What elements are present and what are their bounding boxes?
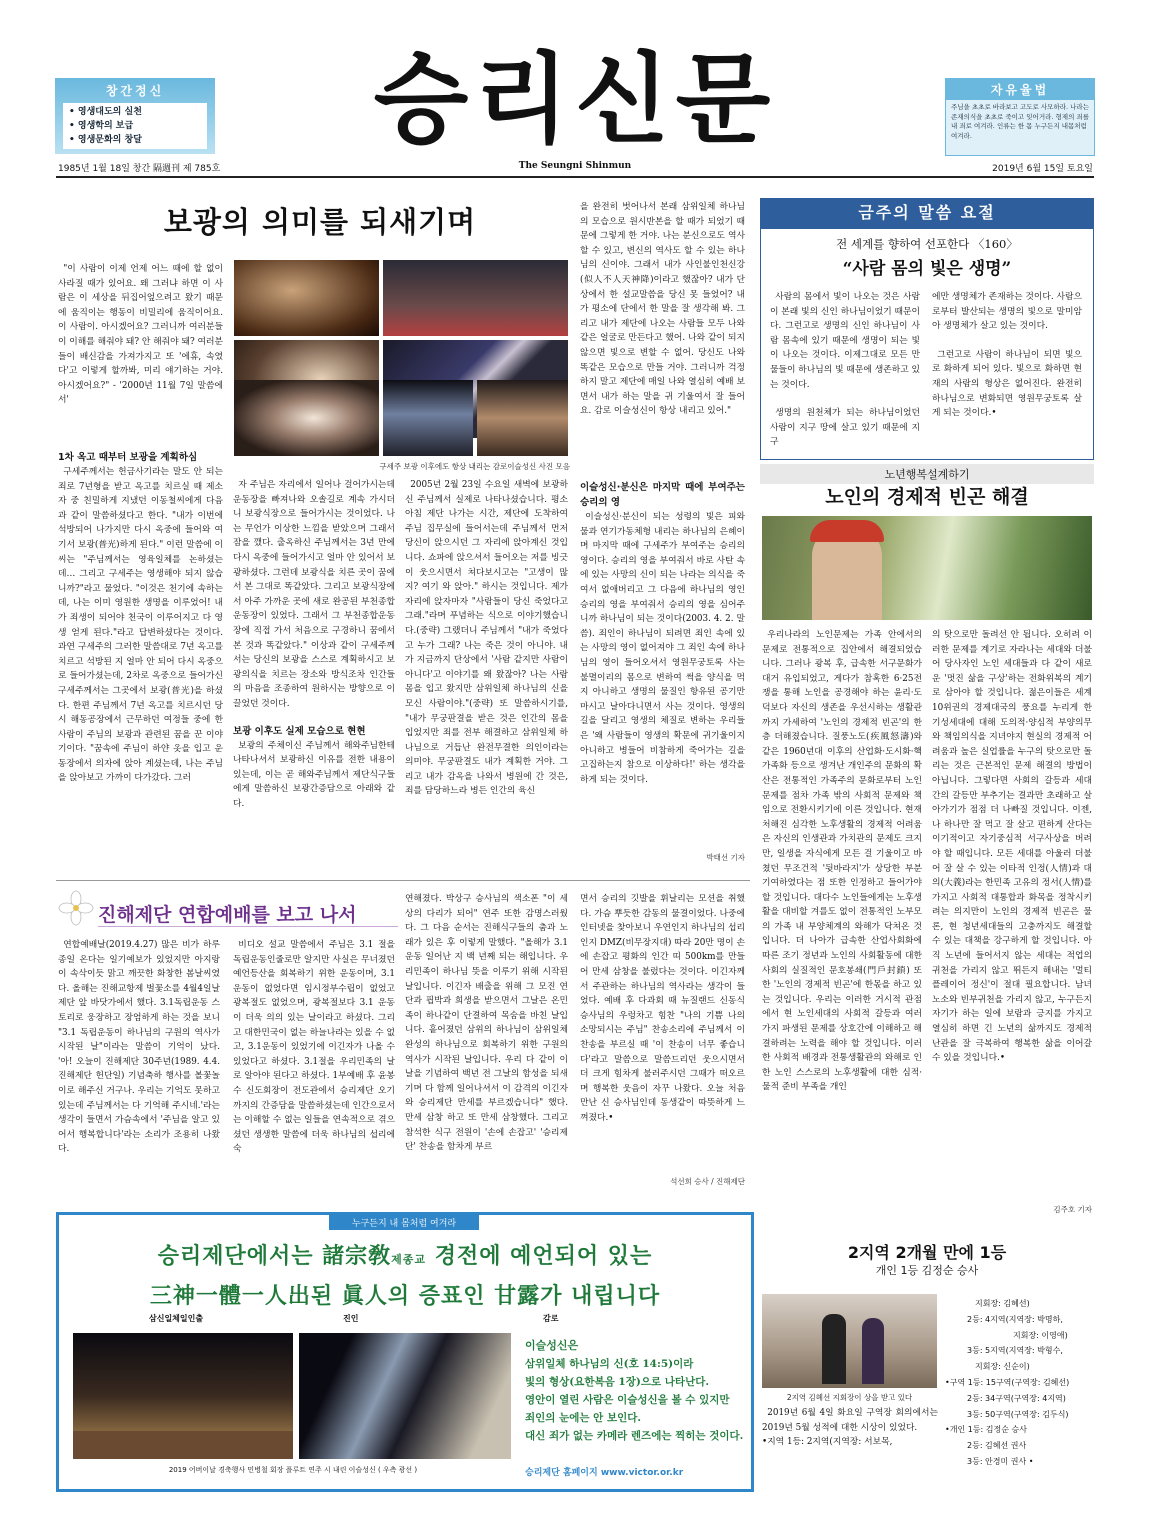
ranking-item: 2등: 김혜선 권사 (967, 1441, 1027, 1451)
founding-spirit-item: • 영생학의 보급 (69, 121, 134, 131)
banner-text-line: 죄인의 눈에는 안 보인다. (525, 1412, 642, 1424)
ranking-item: 2등: 34구역(구역장: 4지역) (967, 1393, 1066, 1403)
lead-divider (56, 880, 750, 881)
elderly-column-1: 우리나라의 노인문제는 가족 안에서의 문제로 전통적으로 집안에서 해결되었습니다. 그러나 광복 후, 급속한 서구문화가 대거 유입되었고, 게다가 참혹한 6·25전쟁을 통해 노인을 공경해야 하는 윤리·도덕보다 자신의 생존을 우선시하는 생활관까지 가세하여 '노인의 경제적 빈곤'의 한층 더해졌습니다. 질풍노도(疾風怒濤)와 같은 1960년대 이후의 산업화·도시화·핵가족화 등으로 생겨난 개인주의 문화의 확산은 전통적인 가족주의 문화로부터 노인문제를 점차 가족 밖의 사회적 문제와 책임으로 전환시키기에 이른 것입니다. 현재 처해진 심각한 노후생활의 경제적 어려움은 자신의 인생관과 가치관의 문제도 크지만, 일생을 자식에게 모든 걸 기울이고 바쳤던 무조건적 '뒷바라지'가 상당한 부분 기여하였다는 점 또한 인정하고 들어가야 할 것입니다. 대다수 노인들에게는 노후생활을 대비할 겨를도 없이 전통적인 노부모의 가족 내 부양체계의 와해가 닥쳐온 것입니다. 더 나아가 급속한 산업사회화에 따른 조기 정년과 노인의 사회활동에 대한 사회의 실질적인 문호봉쇄(門戶封鎖) 또한 '노인의 경제적 빈곤'에 한몫을 하고 있는 것입니다. 우리는 이러한 거시적 관점에서 현 노인세대의 사회적 갈등과 여러 가지 파생된 문제를 상호간에 이해하고 해결하려는 노력을 해야 할 것입니다. 이러한 사회적 배경과 전통생활관의 와해로 인한 노인 스스로의 노후생활에 대한 심적·물적 준비 부족을 개인 (762, 630, 922, 1093)
elderly-photo (762, 516, 1092, 620)
law-of-freedom-text: 주님을 초초로 바라보고 고도로 사모하라. 나라는 존재의식을 초초로 죽이고 잊어거라. 형제의 죄를 내 죄로 여겨라. 인류는 한 몸 누구든지 내몸처럼 여겨라. (951, 103, 1089, 140)
ranking-item: 3등: 안경미 권사 • (967, 1456, 1034, 1466)
sermon-banner: 금주의 말씀 요절 (760, 198, 1094, 228)
collage-caption: 구세주 보광 이후에도 항상 내리는 감로이슬성신 사진 모음 (379, 462, 570, 471)
gloss-1: 삼신일체일인출 (149, 1314, 204, 1323)
issue-date: 2019년 6월 15일 토요일 (992, 164, 1093, 174)
banner-ad (56, 1212, 754, 1492)
banner-tag: 누구든지 내 몸처럼 여겨라 (329, 1215, 479, 1230)
masthead-title: 승리신문 (373, 43, 777, 157)
achievement-list (945, 1296, 1095, 1486)
lead-column-4: 이슬성신·분신은 마지막 때에 부여주는 승리의 영 이슬성신·분신이 되는 성령의 빛은 피와 물과 연기가동체형 내리는 하나님의 은혜이며 마지막 때에 구세주가 부여주는 승리의 영이다. 승리의 영을 부여줘서 바로 사탄 속에 있는 사망의 신이 되는 나라는 의식을 죽여서 없애버리고 그 다음에 하나님의 영인 승리의 영을 부여줘서 승리의 영을 심어주니까 하나님이 되는 것이다(2003. 4. 2. 말씀). 죄인이 하나님이 되려면 죄인 속에 있는 사망의 영이 없어져야 그 죄인 속에 하나님의 영이 들어오셔서 영원무궁토록 사는 불멸이리의 몸으로 변하여 썩을 양식을 먹지 아니하고 생명의 물질인 항유된 공기만 마시고 날아다니면서 사는 것이다. 영생의 길을 달리고 영생의 체질로 변하는 우리들은 '왜 사람들이 영생의 확문에 귀기울이지 아니하고 병들어 비참하게 죽어가는 길을 고집하는지 참으로 이상하다!' 하는 생각을 하게 되는 것이다. (580, 482, 745, 785)
ranking-item: 지회장: 신순이) (975, 1362, 1030, 1372)
lead-column-4-top: 을 완전히 벗어나서 본래 삼위일체 하나님의 모습으로 원시반본을 할 때가 되었기 때문에 그렇게 한 거야. 나는 분신으로도 역사할 수 있고, 변신의 역사도 할 수 있는 하나님의 신이야. 그래서 내가 사인불인천신강(似人不人天神降)이라고 했잖아? 내가 단상에서 한 설교말씀을 당신 못 들었어? 내가 평소에 단에서 한 말을 잘 생각해 봐. 그리고 내가 제단에 나오는 사람들 모두 나와 같은 얼굴로 만든다고 했어. 나와 같이 되지 않으면 빛으로 변할 수 없어. 당신도 나와 똑같은 모습으로 만들 거야. 그러니까 걱정하지 말고 제단에 매일 나와 열심히 예배 보면서 내가 하는 말을 귀 기울여서 잘 들어요. 감로 이슬성신이 항상 내리고 있어." (580, 202, 745, 417)
ranking-item: •개인 1등: 김정순 승사 (945, 1425, 1027, 1435)
memorial-byline: 석선희 승사 / 진해제단 (670, 1177, 745, 1186)
elderly-series: 노년행복설계하기 (760, 464, 1094, 484)
law-of-freedom-box (945, 78, 1095, 156)
banner-caption-title: 이슬성신은 (525, 1339, 579, 1352)
banner-photo-left (73, 1333, 293, 1459)
subheading: 보광 이후도 실제 모습으로 현현 (233, 725, 366, 737)
elderly-headline: 노인의 경제적 빈곤 해결 (825, 486, 1029, 508)
banner-homepage-link[interactable]: 승리제단 홈페이지 www.victor.or.kr (525, 1468, 684, 1478)
english-title: The Seungni Shinmun (518, 161, 632, 171)
collage-photo (477, 380, 568, 456)
sermon-column-1: 사람의 몸에서 빛이 나오는 것은 사람이 본래 빛의 신인 하나님이었기 때문이다. 그런고로 생명의 신인 하나님이 사람 몸속에 있기 때문에 생명이 되는 빛이 나오는 것이다. 이제그대로 모든 만물들이 하나님의 빛 때문에 생존하고 있는 것이다. 생명의 원천체가 되는 하나님이었던 사람이 지구 땅에 살고 있기 때문에 지구 (770, 292, 920, 448)
award-photo (762, 1294, 937, 1388)
founding-spirit-box (55, 78, 215, 154)
memorial-headline: 진해제단 연합예배를 보고 나서 (98, 904, 357, 926)
collage-photo (234, 260, 379, 336)
issue-info: 1985년 1월 18일 창간 隔週刊 제 785호 (58, 164, 221, 174)
subheading: 이슬성신·분신은 마지막 때에 부여주는 승리의 영 (580, 482, 745, 508)
sermon-headline: “사람 몸의 빛은 생명” (842, 259, 1012, 279)
law-of-freedom-title: 자유율법 (946, 79, 1094, 100)
ranking-item: 지회장: 이영애) (1013, 1330, 1068, 1340)
red-hat (810, 520, 884, 542)
gloss-2: 진인 (343, 1314, 359, 1323)
stage-floor (73, 1431, 293, 1459)
lead-column-1: 1차 옥고 때부터 보광을 계획하심 구세주께서는 헌금사기라는 말도 안 되는 죄로 7년형을 받고 옥고를 치르실 때 제소자 중 친밀하게 지냈던 이동철씨에게 다음과 같이 말씀하셨다고 한다. "내가 이번에 석방되어 나가지만 다시 옥중에 들어와 여기서 보광(普光)하게 된다." 이런 말씀에 이 씨는 "주님께서는 영육일체를 논하셨는데… 그리고 구세주는 영생해야 되지 않습니까?"라고 물었다. "이것은 천기에 속하는데, 나는 이미 영원한 생명을 이루었어! 내가 죄생이 되어야 천국이 이루어지고 다 영생 얻게 된다."라고 답변하셨다는 것이다. 과연 구세주의 그러한 말씀대로 7년 옥고를 치르고 석방된 지 얼마 안 되어 다시 옥중으로 들어가셨는데, 2차로 옥중으로 들어가신 구세주께서는 그곳에서 보광(普光)을 하셨다. 한편 주님께서 7년 옥고를 치르시던 당시 해동공장에서 근무하던 여정들 중에 한 사람이 주님의 보광과 관련된 꿈을 꾼 이야기이다. "꿈속에 주님이 하얀 옷을 입고 운동장에서 의자에 앉아 계셨는데, 나는 주님을 앉아보고 가까이 다가갔다. 그러 (58, 452, 223, 784)
ranking-item: 2등: 4지역(지역장: 박명하, (967, 1314, 1063, 1324)
sermon-subtitle: 전 세계를 향하여 선포한다 〈160〉 (836, 237, 1018, 251)
collage-photo (383, 380, 473, 456)
gloss-3: 감로 (543, 1314, 559, 1323)
collage-photo (234, 380, 379, 456)
founding-spirit-item: • 영생대도의 실천 (69, 107, 142, 117)
elderly-byline: 김주호 기자 (1053, 1205, 1092, 1214)
collage-photo (383, 260, 568, 336)
elderly-column-2: 의 탓으로만 돌려선 안 됩니다. 오히려 이러한 문제를 계기로 자라나는 세대와 더불어 당사자인 노인 세대들과 다 같이 새로운 '멋진 삶을 구상'하는 전화위복의 계기로 삼아야 할 것입니다. 젊은이들은 세계 10위권의 경제대국의 풍요를 누리게 한 기성세대에 대해 도의적·양심적 부양의무와 책임의식을 지녀야지 현실의 경제적 어려움과 높은 실업률을 누구의 탓으로만 돌리는 것은 근본적인 문제 해결의 방법이 아닙니다. 그렇다면 사회의 갈등과 세대 간의 갈등만 부추기는 결과만 초래하고 살아가기가 점점 더 나빠질 것입니다. 이젠, 나 하나만 잘 먹고 잘 살고 편하게 산다는 이기적이고 자기중심적 서구사상을 버려야 할 때입니다. 모든 세대를 아울러 더불어 잘 살 수 있는 이타적 인정(人情)과 대의(大義)라는 한민족 고유의 정서(人情)를 가지고 사회적 대통합과 화목을 정착시키려는 의지만이 노인의 경제적 빈곤은 물론, 현 청년세대들의 고충까지도 해결할 수 있는 대책을 강구하게 할 것입니다. 아직 노년에 들어서지 않는 세대는 적업의 귀천을 가리지 않고 뛰든지 해내는 '멀티 플레이어 정신'이 절대 필요합니다. 남녀노소와 빈부귀천을 가리지 않고, 누구든지 자기가 하는 일에 보람과 긍지를 가지고 열심히 하면 긴 노년의 삶까지도 경제적 난관을 잘 극복하여 행복한 삶을 이어갈 수 있을 것입니다.• (932, 630, 1092, 1064)
founding-spirit-title: 창간정신 (105, 84, 165, 98)
banner-line-2: 三神一體一人出된 眞人의 증표인 甘露가 내립니다 (149, 1283, 661, 1309)
memorial-column-2: 비디오 설교 말씀에서 주님은 3.1 절을 독립운동인줄로만 알지만 사실은 무너졌던 예언등산을 회복하기 위한 운동이며, 3.1운동이 없었다면 임시정부수립이 없었고 광복절도 없었으며, 광복절보다 3.1 운동이 더욱 의의 있는 날이라고 하셨다. 그리고 대한민국이 없는 하늘나라는 있을 수 없고, 3.1운동이 있었기에 이긴자가 나올 수 있었다고 하셨다. 3.1절을 우리민족의 날로 알아야 된다고 하셨다. 1부예배 후 윤봉수 신도회장이 전도관에서 승리제단 오기까지의 간증담을 말씀하셨는데 인간으로서는 이해할 수 없는 일들을 연속적으로 겪으셨던 생생한 말씀에 더욱 하나님의 섭리에 숙 (233, 940, 395, 1155)
ranking-item: 3등: 5지역(지역장: 박형수, (967, 1346, 1063, 1356)
flower-icon (58, 890, 94, 926)
lead-column-3: 2005년 2월 23일 수요일 새벽에 보광하신 주님께서 실제로 나타나셨습니다. 평소 아침 제단 나가는 시간, 제단에 도착하여 주님 집무실에 들어서는데 주님께서 먼저 당신이 앉으시던 그 자리에 앉아계신 것입니다. 쇼파에 앉으셔서 들어오는 저를 빙긋이 웃으시면서 쳐다보시고는 "고생이 많지? 여기 와 앉아." 하시는 것입니다. 제가 자리에 앉자마자 "사람들이 당신 죽었다고 그래."라며 푸념하는 식으로 이야기했습니다.(중략) 그랬더니 주님께서 "내가 죽었다고 누가 그래? 나는 죽은 것이 아니야. 내가 지금까지 단상에서 '사람 같지만 사람이 아니다'고 이야기를 왜 왔잖아? 나는 사람 몸을 입고 왔지만 삼위일체 하나님의 신을 모신 사람이야."(중략) 또 말씀하시기를, "내가 무궁판결을 받은 것은 인간의 몸을 입었지만 죄를 전부 해결하고 삼위일체 하나님으로 거듭난 완전무결한 의인이라는 의미야. 무궁판결도 내가 계획한 거야. 그리고 내가 감옥을 나와서 병원에 간 것은, 죄를 담당하느라 병든 인간의 육신 (405, 480, 568, 797)
banner-text-line: 삼위일체 하나님의 신(호 14:5)이라 (525, 1358, 694, 1370)
memorial-column-1: 연합예배날(2019.4.27) 많은 비가 하루 종일 온다는 일기예보가 있었지만 아지랑이 속삭이듯 맑고 깨끗한 화창한 봄날씨였다. 올해는 진해교항제 벌꽃소를 4월4일날 제단 앞 바닷가에서 했다. 3.1독립운동 스토리로 웅장하고 장엄하게 하는 것을 보니 "3.1 독립운동이 하나님의 구원의 역사가 시작된 날"이라는 말씀이 기억이 났다. '아! 오늘이 진해제단 30주년(1989. 4.4. 진해제단 헌단일) 기념축하 행사를 볼꽃놀이로 해주신 거구나. 우리는 기억도 못하고 있는데 주님께서는 다 기억해 주시네.'라는 생각이 들면서 가슴속에서 '주님을 알고 있어서 행복합니다'라는 소리가 조용히 나왔다. (58, 940, 220, 1155)
memorial-headline-rule (98, 926, 398, 927)
subheading: 1차 옥고 때부터 보광을 계획하심 (58, 452, 198, 463)
award-figure (822, 1314, 846, 1384)
lead-byline: 박태선 기자 (706, 853, 745, 862)
masthead-rule (56, 176, 1094, 178)
achievement-body: 2019년 6월 4일 화요일 구역장 회의에서는 2019년 5월 성적에 대한 시상이 있었다. •지역 1등: 2지역(지역장: 서보목, (762, 1408, 938, 1448)
banner-text-line: 영안이 열린 사람은 이슬성신을 볼 수 있지만 (525, 1394, 730, 1406)
lead-column-2: 자 주님은 자리에서 일어나 걸어가시는데 운동장을 빠져나와 오솔길로 계속 가시더니 보광식장으로 들어가시는 것이었다. 나는 무언가 이상한 느낌을 받았으며 그래서 잠을 깼다. 출옥하신 주님께서는 3년 만에 다시 옥중에 들어가시고 얼마 안 있어서 보광하셨다. 그런데 보광식을 치른 곳이 꿈에서 본 그대로 똑같았다. 그리고 보광식장에서 아주 가까운 곳에 새로 완공된 부천종합운동장이 있었다. 그래서 그 부천종합운동장에 직접 가서 처음으로 구경하니 꿈에서 본 것과 똑같았다." 이상과 같이 구세주께서는 당신의 보광을 스스로 계획하시고 보광의식을 치르는 장소와 방식조차 인간들의 마음을 조종하여 원하시는 방향으로 이끌었던 것이다. 보광 이후도 실제 모습으로 현현 보광의 주체이신 주님께서 해와주님한테 나타나셔서 보광하신 이유를 전한 내용이 있는데, 이는 곧 해와주님께서 제단식구들에게 말씀하신 보광간증담으로 아래와 같다. (233, 480, 395, 809)
ranking-item: 지회장: 김혜선) (975, 1299, 1030, 1308)
lead-intro: "이 사람이 이제 언제 어느 때에 할 없이 사라질 때가 있어요. 왜 그러냐 하면 이 사람은 이 세상을 뒤집어엎으려고 왔기 때문에 움직이는 행동이 비밀리에 움직이어요. 이 사람이. 아시겠어요? 그러니까 여러분들이 이해를 해줘야 돼? 안 해줘야 돼? 여러분들이 배신감을 가져가지고 또 '에휴, 속였다'고 이렇게 할까봐, 미리 얘기하는 거야. 아시겠어요?" - '2000년 11월 7일 말씀에서' (58, 264, 223, 406)
banner-text-line: 대신 죄가 없는 카메라 렌즈에는 찍히는 것이다. (525, 1430, 744, 1442)
founding-spirit-list (63, 103, 207, 149)
memorial-column-3: 연해졌다. 박상구 승사님의 색소폰 "이 세상의 다리가 되어" 연주 또한 감명스러웠다. 그 다음 순서는 진해식구들의 춤과 노래가 있은 후 이렇게 말했다. "올해가 3.1 운동 일어난 지 백 년째 되는 해입니다. 우리민족이 하나님 뜻을 이루기 위해 시작된 날입니다. 이긴자 배출을 위해 그 모진 연단과 핍박과 희생을 받으면서 그날은 온민족이 하나같이 단결하여 목숨을 바친 날입니다. 흩어졌던 삼위의 하나님이 삼위일체 완성의 하나님으로 회복하기 위한 구원의 역사가 시작된 날입니다. 우리 다 같이 이날을 기념하여 백년 전 그날의 함성을 되새기며 다 함께 일어나셔서 이 감격의 이긴자와 승리제단 만세를 부르겠습니다" 했다. 만세 삼창 하고 또 만세 삼창했다. 그리고 참석한 식구 전원이 '손에 손잡고' '승리제단' 찬송을 함차게 부르 (405, 894, 568, 1153)
banner-line-1: 승리제단에서는 諸宗敎제종교 경전에 예언되어 있는 (157, 1243, 653, 1269)
lead-headline: 보광의 의미를 되새기며 (163, 205, 477, 239)
award-figure (862, 1318, 884, 1384)
banner-text-line: 빛의 형상(요한복음 1장)으로 나타난다. (525, 1376, 710, 1388)
achievement-headline: 2지역 2개월 만에 1등 (847, 1243, 1007, 1262)
founding-spirit-item: • 영생문화의 창달 (69, 135, 142, 145)
sermon-column-2: 에만 생명체가 존재하는 것이다. 사람으로부터 발산되는 생명의 빛으로 말미암아 생명체가 살고 있는 것이다. 그런고로 사람이 하나님이 되면 빛으로 화하게 되어 있다. 빛으로 화하면 현재의 사람의 형상은 없어진다. 완전히 하나님으로 변화되면 영원무궁토록 살게 되는 것이다.• (932, 292, 1082, 419)
banner-text (525, 1355, 745, 1445)
ranking-item: 3등: 50구역(구역장: 김두식) (967, 1409, 1069, 1419)
award-photo-caption: 2지역 김혜선 지회장이 상을 받고 있다 (786, 1393, 913, 1402)
banner-photo-caption: 2019 어버이날 경축행사 민병철 회장 플루트 연주 시 내린 이슬성신 ( 우측 광선 ) (168, 1466, 418, 1474)
achievement-subtitle: 개인 1등 김정순 승사 (875, 1264, 979, 1277)
banner-photo-right (299, 1333, 511, 1459)
memorial-column-4: 면서 승리의 깃발을 휘날리는 모션을 취했다. 가슴 뿌듯한 감동의 물결이었다. 나중에 인터넷을 찾아보니 우연인지 하나님의 섭리인지 DMZ(비무장지대) 따라 20만 명이 손에 손잡고 평화의 인간 띠 500km를 만들어 만세 삼창을 불렀다는 것이다. 이긴자께서 주관하는 하나님의 역사라는 생각이 들었다. 예배 후 다과회 때 뉴질랜드 신동식 승사님의 우렁차고 힘찬 "나의 기쁨 나의 소망되시는 주님" 찬송소리에 주님께서 이 찬송을 부르실 때 '이 찬송이 너무 좋습니다'라고 말씀으로 말씀드리던 웃으시면서 더 크게 힘차게 불러주시던 그때가 떠오르며 행복한 웃음이 자꾸 나왔다. 오늘 처음 만난 신 승사님인데 동생같이 따뜻하게 느껴졌다.• (580, 894, 745, 1123)
ranking-item: •구역 1등: 15구역(구역장: 김혜선) (945, 1377, 1070, 1387)
